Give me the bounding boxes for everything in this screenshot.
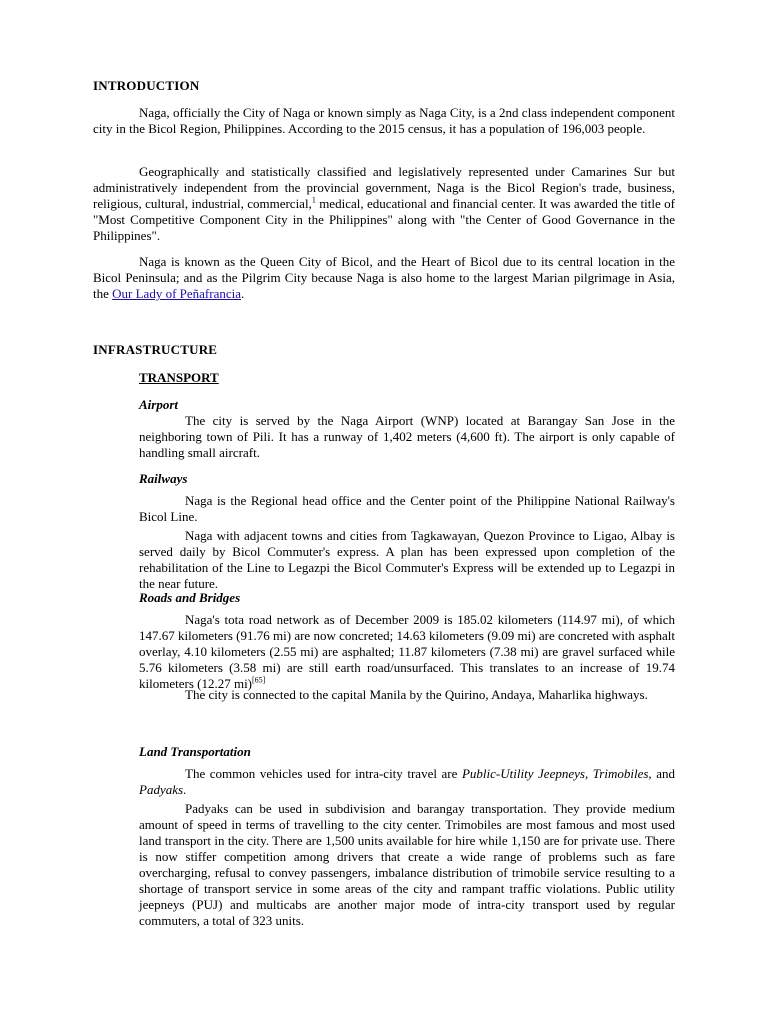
roads-paragraph-2: The city is connected to the capital Manila by the Quirino, Andaya, Maharlika highways. [185, 687, 648, 702]
footnote-marker: 1 [311, 195, 316, 205]
intro-p2-text: Geographically and statistically classified and legislatively represented under Camarines Sur but administratively independent from the provincial government, Naga is the Bicol Region's trade, business, religious, cultural, industrial, commercial, [93, 164, 675, 211]
land-p1-sep1: , [584, 766, 593, 781]
railways-paragraph-2: Naga with adjacent towns and cities from Tagkawayan, Quezon Province to Ligao, Albay is served daily by Bicol Commuter's express. A plan has been expressed upon completion of the rehabilitation of the Line to Legazpi the Bicol Commuter's Express will be extended up to Legazpi in the near future. [139, 528, 675, 591]
land-p1-sep2: , and [648, 766, 675, 781]
land-transportation-heading: Land Transportation [139, 744, 251, 759]
puj-term: Public-Utility Jeepneys [461, 766, 585, 781]
intro-p3-end: . [241, 286, 245, 301]
intro-p3-text: Naga is known as the Queen City of Bicol, and the Heart of Bicol due to its central location in the Bicol Peninsula; and as the Pilgrim City because Naga is also home to the largest Marian pilgrimage in Asia, the [93, 254, 675, 301]
padyaks-term: Padyaks [139, 782, 184, 797]
transport-heading: TRANSPORT [139, 370, 219, 385]
roads-heading: Roads and Bridges [139, 590, 241, 605]
airport-heading: Airport [139, 397, 179, 412]
citation-marker: [65] [252, 675, 266, 685]
land-paragraph-1 [139, 766, 675, 798]
roads-paragraph-1 [139, 612, 675, 692]
railways-heading: Railways [139, 471, 188, 486]
infrastructure-heading: INFRASTRUCTURE [93, 342, 218, 357]
land-paragraph-2: Padyaks can be used in subdivision and barangay transportation. They provide medium amount of speed in terms of travelling to the city center. Trimobiles are most famous and most used land transport in the city. There are 1,500 units available for hire while 1,150 are for private use. There is now stiffer competition among drivers that create a wide range of problems such as fare overcharging, refusal to convey passengers, imbalance distribution of trimobile service resulting to a shortage of transport service in some areas of the city and rampant traffic violations. Public utility jeepneys (PUJ) and multicabs are another major mode of intra-city transport used by regular commuters, a total of 323 units. [139, 801, 675, 928]
intro-paragraph-1: Naga, officially the City of Naga or known simply as Naga City, is a 2nd class independent component city in the Bicol Region, Philippines. According to the 2015 census, it has a population of 196,003 people. [93, 105, 675, 136]
intro-paragraph-2 [93, 164, 675, 244]
railways-paragraph-1: Naga is the Regional head office and the Center point of the Philippine National Railway's Bicol Line. [139, 493, 675, 524]
introduction-heading: INTRODUCTION [93, 78, 200, 93]
intro-paragraph-3 [93, 254, 675, 302]
intro-p2-text-cont: medical, educational and financial center. It was awarded the title of "Most Competitive Component City in the Philippines" along with "the Center of Good Governance in the Philippines". [93, 196, 675, 243]
land-p1-text: The common vehicles used for intra-city travel are [185, 766, 462, 781]
airport-paragraph: The city is served by the Naga Airport (WNP) located at Barangay San Jose in the neighboring town of Pili. It has a runway of 1,402 meters (4,600 ft). The airport is only capable of handling small aircraft. [139, 413, 675, 460]
trimobiles-term: Trimobiles [592, 766, 649, 781]
land-p1-end: . [183, 782, 187, 797]
our-lady-of-penafrancia-link[interactable]: Our Lady of Peñafrancia [112, 286, 241, 301]
roads-p1-text: Naga's tota road network as of December 2009 is 185.02 kilometers (114.97 mi), of which 147.67 kilometers (91.76 mi) are now concreted; 14.63 kilometers (9.09 mi) are concreted with asphalt overlay, 4.10 kilometers (2.55 mi) are asphalted; 11.87 kilometers (7.38 mi) are gravel surfaced while 5.76 kilometers (3.58 mi) are still earth road/unsurfaced. This translates to an increase of 19.74 kilometers (12.27 mi) [139, 612, 675, 691]
